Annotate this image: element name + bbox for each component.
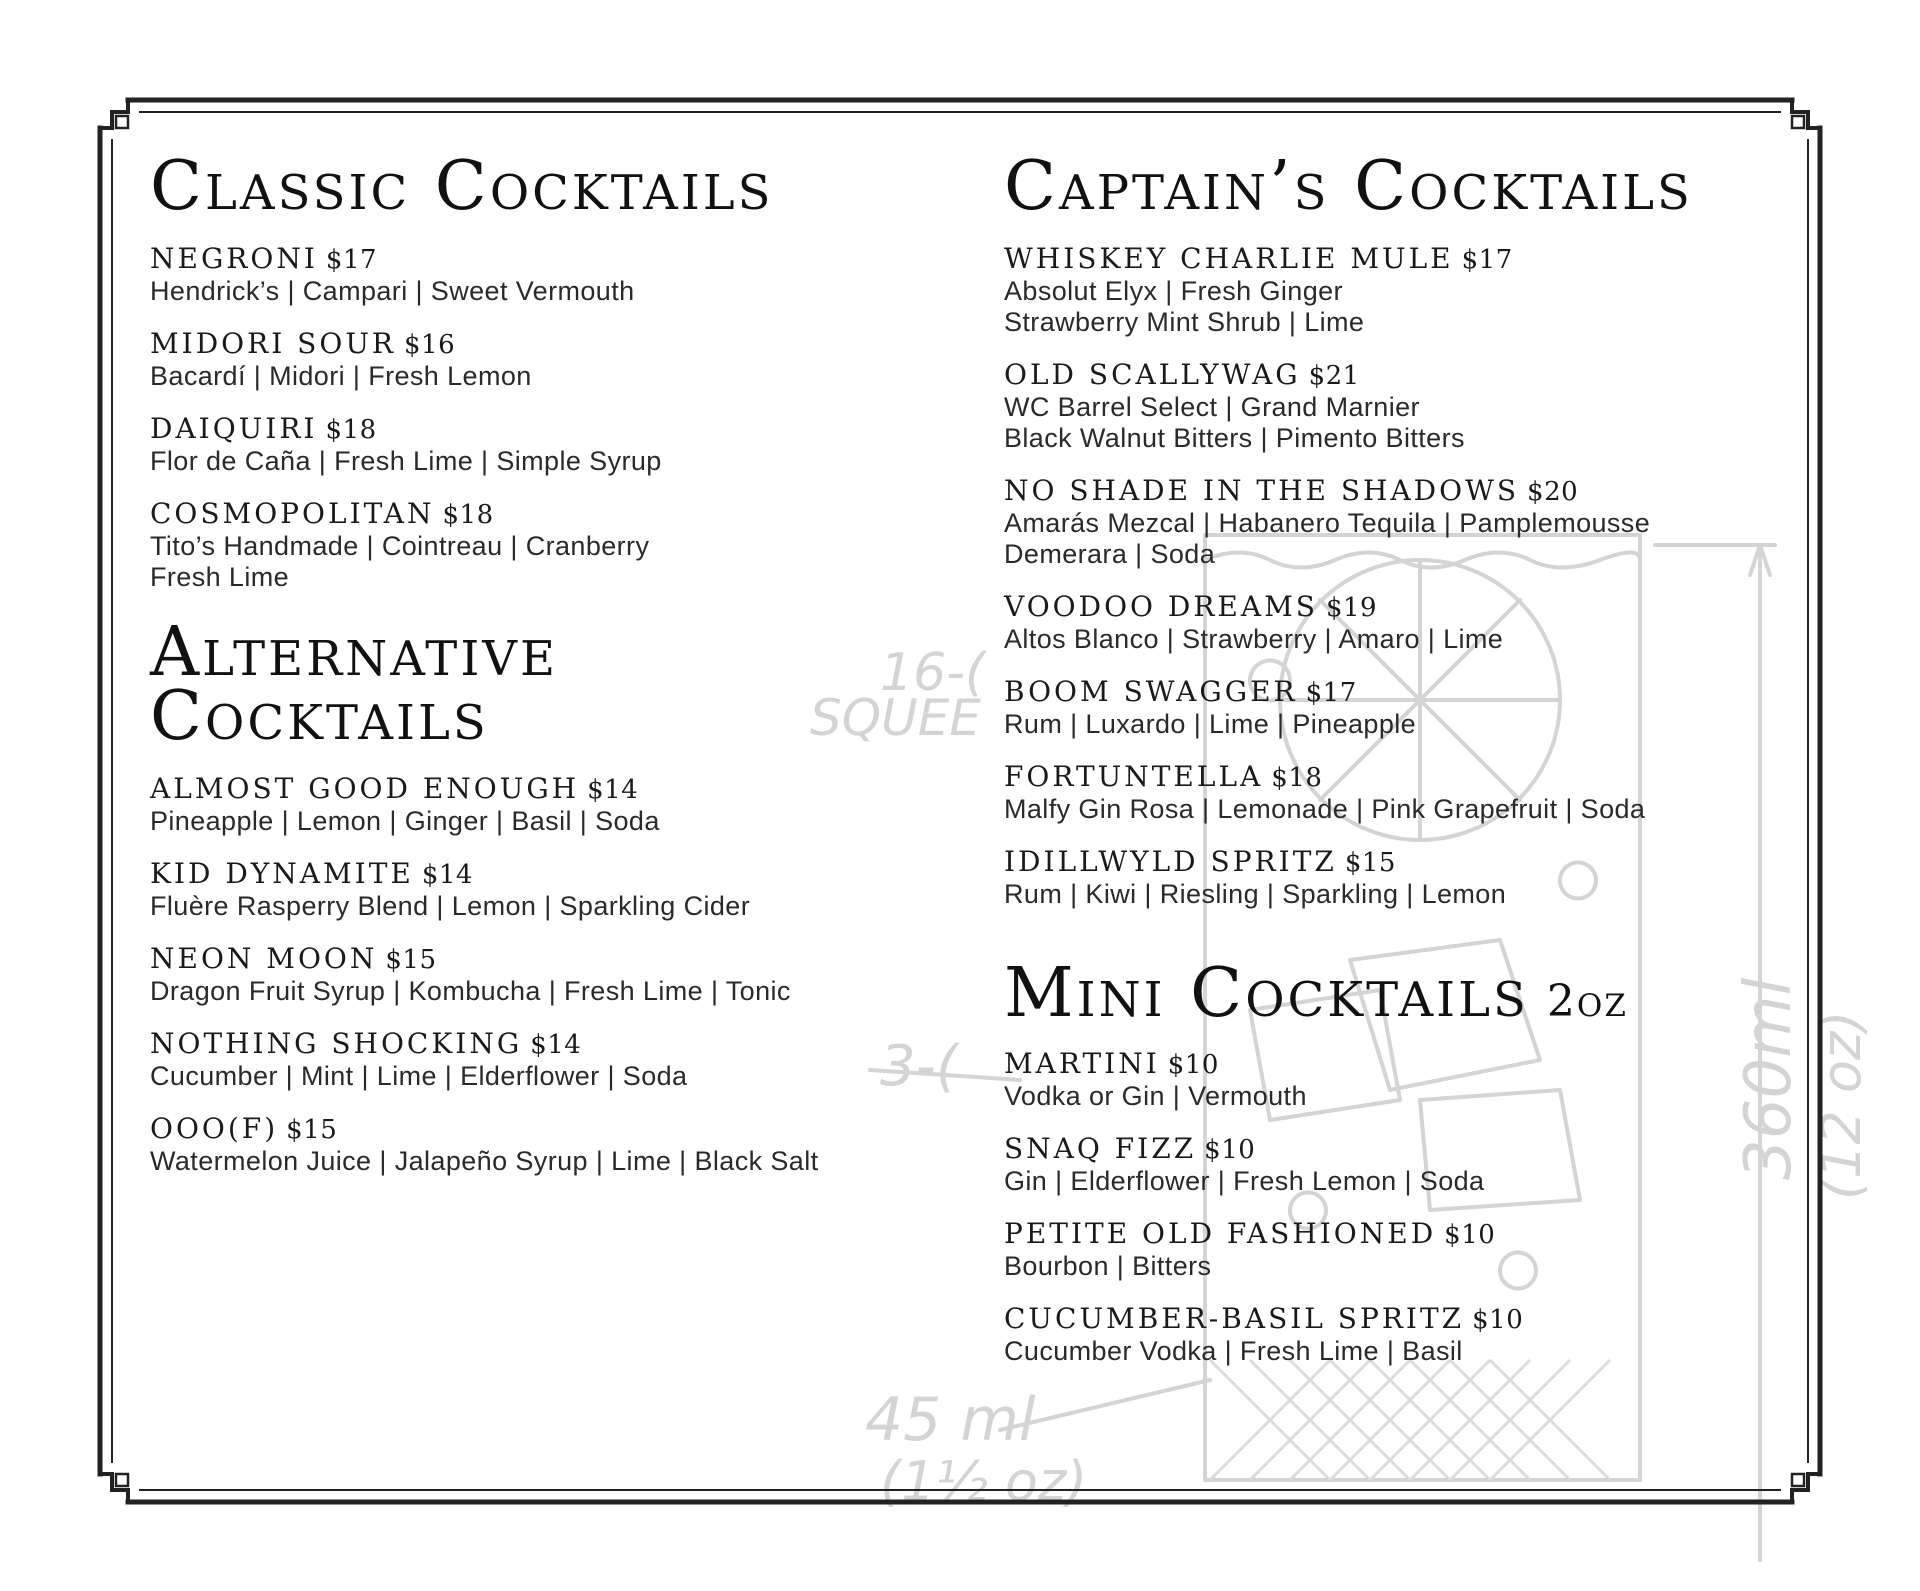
- menu-item: [1004, 1048, 1824, 1112]
- menu-item: [150, 413, 970, 477]
- item-ingredients: Dragon Fruit Syrup | Kombucha | Fresh Lime | Tonic: [150, 976, 791, 1006]
- captains-cocktails-section: [1004, 147, 1824, 910]
- left-column: [150, 147, 970, 1198]
- menu-item: [1004, 243, 1824, 338]
- item-name: COSMOPOLITAN: [150, 497, 435, 530]
- section-title-text: Mini Cocktails: [1004, 954, 1529, 1033]
- menu-item: [150, 943, 970, 1007]
- item-ingredients: Malfy Gin Rosa | Lemonade | Pink Grapefruit | Soda: [1004, 794, 1646, 824]
- menu-item: [1004, 359, 1824, 454]
- item-price: $17: [1461, 245, 1513, 275]
- section-title-captains: Captain’s Cocktails: [1004, 147, 1693, 226]
- sketch-text-7: (12 oz): [1810, 1010, 1873, 1200]
- item-price: $19: [1325, 593, 1378, 623]
- item-price: $15: [286, 1115, 338, 1145]
- item-ingredients: Cucumber | Mint | Lime | Elderflower | Soda: [150, 1061, 688, 1091]
- sketch-text-6: 360ml: [1732, 977, 1806, 1180]
- item-name: FORTUNTELLA: [1004, 760, 1264, 793]
- item-ingredients: Watermelon Juice | Jalapeño Syrup | Lime | Black Salt: [150, 1146, 819, 1176]
- item-price: $18: [1271, 763, 1323, 793]
- item-price: $14: [421, 860, 473, 890]
- item-name: VOODOO DREAMS: [1004, 590, 1318, 623]
- section-title-classic: Classic Cocktails: [150, 147, 774, 226]
- item-name: MARTINI: [1004, 1047, 1160, 1080]
- menu-item: [1004, 761, 1824, 825]
- item-price: $15: [1344, 848, 1396, 878]
- sketch-text-5: (1½ oz): [880, 1450, 1088, 1513]
- mini-cocktails-section: [1004, 954, 1824, 1367]
- item-price: $15: [385, 945, 437, 975]
- item-ingredients: Gin | Elderflower | Fresh Lemon | Soda: [1004, 1166, 1485, 1196]
- item-price: $17: [1305, 678, 1357, 708]
- item-price: $10: [1472, 1305, 1524, 1335]
- item-name: CUCUMBER-BASIL SPRITZ: [1004, 1302, 1465, 1335]
- item-ingredients: Vodka or Gin | Vermouth: [1004, 1081, 1307, 1111]
- item-name: BOOM SWAGGER: [1004, 675, 1298, 708]
- sketch-text-1: 16-(: [880, 643, 986, 703]
- item-price: $18: [442, 500, 494, 530]
- item-name: KID DYNAMITE: [150, 857, 414, 890]
- item-name: ALMOST GOOD ENOUGH: [150, 772, 580, 805]
- item-ingredients: Flor de Caña | Fresh Lime | Simple Syrup: [150, 446, 662, 476]
- menu-item: [150, 773, 970, 837]
- item-ingredients: Cucumber Vodka | Fresh Lime | Basil: [1004, 1336, 1463, 1366]
- menu-item: [150, 498, 970, 593]
- item-price: $18: [325, 415, 377, 445]
- menu-item: [1004, 846, 1824, 910]
- item-price: $14: [530, 1030, 582, 1060]
- item-ingredients: Fluère Rasperry Blend | Lemon | Sparkling Cider: [150, 891, 751, 921]
- menu-item: [1004, 1133, 1824, 1197]
- item-ingredients: Pineapple | Lemon | Ginger | Basil | Soda: [150, 806, 660, 836]
- item-ingredients: Altos Blanco | Strawberry | Amaro | Lime: [1004, 624, 1504, 654]
- item-ingredients: Absolut Elyx | Fresh Ginger: [1004, 276, 1343, 306]
- right-column: [1004, 147, 1824, 1388]
- item-price: $17: [325, 245, 378, 275]
- item-name: DAIQUIRI: [150, 412, 318, 445]
- item-name: SNAQ FIZZ: [1004, 1132, 1197, 1165]
- item-name: IDILLWYLD SPRITZ: [1004, 845, 1337, 878]
- item-ingredients: Tito’s Handmade | Cointreau | Cranberry: [150, 531, 650, 561]
- menu-item: [150, 1113, 970, 1177]
- menu-item: [150, 1028, 970, 1092]
- item-price: $16: [404, 330, 456, 360]
- item-ingredients: Hendrick’s | Campari | Sweet Vermouth: [150, 276, 635, 306]
- item-name: NO SHADE IN THE SHADOWS: [1004, 474, 1520, 507]
- item-name: NOTHING SHOCKING: [150, 1027, 523, 1060]
- item-name: MIDORI SOUR: [150, 327, 396, 360]
- sketch-text-2: SQUEE: [810, 689, 981, 747]
- item-name: NEON MOON: [150, 942, 378, 975]
- item-price: $10: [1167, 1050, 1219, 1080]
- item-name: OLD SCALLYWAG: [1004, 358, 1301, 391]
- section-title-line-2: Cocktails: [150, 677, 489, 756]
- item-ingredients: Amarás Mezcal | Habanero Tequila | Pamplemousse: [1004, 508, 1651, 538]
- item-ingredients: Rum | Kiwi | Riesling | Sparkling | Lemon: [1004, 879, 1507, 909]
- item-ingredients: WC Barrel Select | Grand Marnier: [1004, 392, 1420, 422]
- menu-item: [150, 858, 970, 922]
- item-price: $14: [587, 775, 639, 805]
- menu-item: [150, 328, 970, 392]
- item-price: $10: [1444, 1220, 1496, 1250]
- menu-item: [1004, 1303, 1824, 1367]
- sketch-text-4: 45 ml: [865, 1385, 1036, 1455]
- alternative-cocktails-section: [150, 613, 970, 1177]
- item-price: $21: [1308, 361, 1360, 391]
- menu-item: [1004, 1218, 1824, 1282]
- section-title-line-1: Alternative: [150, 613, 558, 692]
- menu-item: [1004, 676, 1824, 740]
- item-name: PETITE OLD FASHIONED: [1004, 1217, 1437, 1250]
- section-title-mini: [1004, 954, 1824, 1034]
- item-ingredients: Rum | Luxardo | Lime | Pineapple: [1004, 709, 1417, 739]
- menu-item: [150, 243, 970, 307]
- menu-item: [1004, 475, 1824, 570]
- item-name: NEGRONI: [150, 242, 318, 275]
- item-name: WHISKEY CHARLIE MULE: [1004, 242, 1454, 275]
- item-ingredients-line-2: Fresh Lime: [150, 562, 290, 592]
- item-ingredients-line-2: Strawberry Mint Shrub | Lime: [1004, 307, 1365, 337]
- item-name: OOO(F): [150, 1112, 279, 1145]
- item-ingredients-line-2: Black Walnut Bitters | Pimento Bitters: [1004, 423, 1465, 453]
- item-price: $20: [1527, 477, 1579, 507]
- serving-size-note: 2oz: [1546, 976, 1628, 1027]
- menu-item: [1004, 591, 1824, 655]
- item-ingredients: Bourbon | Bitters: [1004, 1251, 1212, 1281]
- item-ingredients: Bacardí | Midori | Fresh Lemon: [150, 361, 532, 391]
- item-price: $10: [1204, 1135, 1256, 1165]
- item-ingredients-line-2: Demerara | Soda: [1004, 539, 1216, 569]
- classic-cocktails-section: [150, 147, 970, 593]
- sketch-text-3: 3-(: [880, 1034, 958, 1099]
- section-title-alternative: [150, 613, 970, 756]
